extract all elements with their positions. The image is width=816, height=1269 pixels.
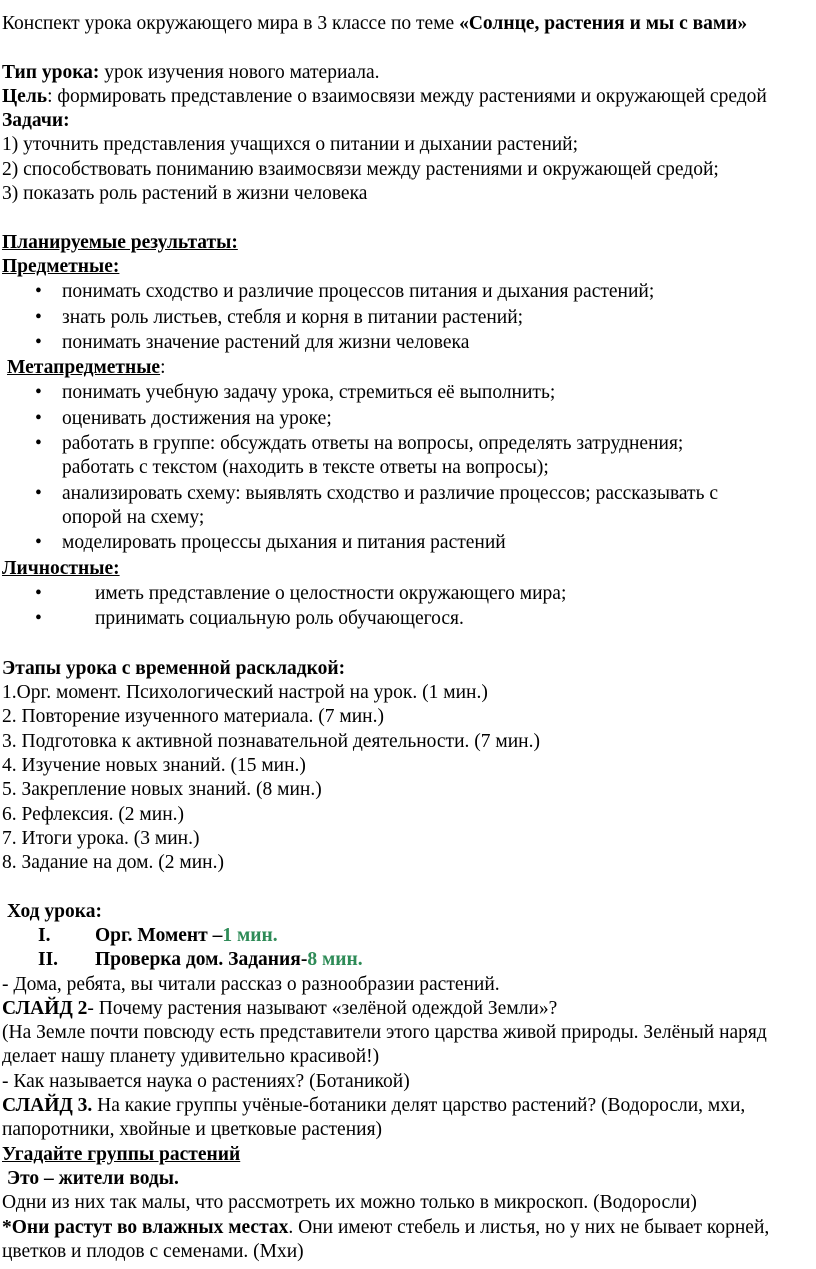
meta-colon: :: [160, 357, 166, 379]
goal-value: : формировать представление о взаимосвязи между растениями и окружающей средой: [47, 85, 767, 107]
bullet-icon: •: [35, 433, 42, 455]
slide-text: - Почему растения называют «зелёной одеждой Земли»?: [87, 997, 558, 1019]
bullet-icon: •: [35, 306, 42, 328]
step-number: I.: [38, 924, 51, 946]
stage-item: 2. Повторение изученного материала. (7 мин.): [2, 706, 384, 728]
stage-item: 4. Изучение новых знаний. (15 мин.): [2, 754, 306, 776]
title-text: Конспект урока окружающего мира в 3 классе по теме: [2, 13, 460, 34]
bullet-icon: •: [35, 331, 42, 353]
stage-item: 6. Рефлексия. (2 мин.): [2, 803, 185, 825]
course-heading: Ход урока:: [7, 900, 102, 922]
bullet-icon: •: [35, 382, 42, 404]
list-item-text: анализировать схему: выявлять сходство и различие процессов; рассказывать с опорой на схему;: [62, 482, 718, 528]
list-item: [2, 331, 816, 355]
course-step: [2, 948, 816, 972]
list-item-text: понимать сходство и различие процессов питания и дыхания растений;: [62, 281, 655, 303]
stage-item: 8. Задание на дом. (2 мин.): [2, 852, 224, 874]
step-title: Орг. Момент –: [95, 924, 223, 946]
slide-3: [2, 1094, 802, 1143]
paragraph: - Как называется наука о растениях? (Ботаникой): [2, 1070, 410, 1092]
guess-heading: Угадайте группы растений: [2, 1143, 241, 1165]
bullet-icon: •: [35, 407, 42, 429]
list-item-text: моделировать процессы дыхания и питания растений: [62, 532, 506, 554]
meta-results-heading: [2, 356, 816, 380]
bullet-icon: •: [35, 532, 42, 554]
list-item: [2, 280, 816, 304]
list-item: [2, 482, 752, 531]
task-item: 2) способствовать пониманию взаимосвязи между растениями и окружающей средой;: [2, 158, 719, 180]
step-time: 8 мин.: [307, 949, 363, 971]
meta-results-list: [2, 381, 752, 555]
list-item: [2, 381, 752, 405]
slide-label: СЛАЙД 2: [2, 997, 88, 1019]
bullet-icon: •: [35, 281, 42, 303]
riddle-label: *Они растут во влажных местах: [2, 1216, 289, 1238]
slide-label: СЛАЙД 3.: [2, 1095, 93, 1117]
document-title: [2, 12, 816, 36]
slide-text: На какие группы учёные-ботаники делят царство растений? (Водоросли, мхи, папоротники, хвойные и цветковые растения): [2, 1095, 746, 1141]
paragraph: - Дома, ребята, вы читали рассказ о разнообразии растений.: [2, 973, 500, 995]
list-item: [2, 582, 816, 606]
course-step: [2, 924, 816, 948]
stage-item: 7. Итоги урока. (3 мин.): [2, 827, 200, 849]
subject-results-heading: Предметные:: [2, 255, 120, 277]
list-item: [2, 607, 816, 631]
list-item-text: понимать учебную задачу урока, стремиться её выполнить;: [62, 382, 556, 404]
stage-item: 3. Подготовка к активной познавательной деятельности. (7 мин.): [2, 730, 540, 752]
lesson-goal: [2, 85, 772, 109]
title-topic: «Солнце, растения и мы с вами»: [459, 13, 748, 34]
list-item-text: знать роль листьев, стебля и корня в питании растений;: [62, 306, 524, 328]
goal-label: Цель: [2, 85, 48, 107]
stage-item: 5. Закрепление новых знаний. (8 мин.): [2, 779, 322, 801]
stages-heading: Этапы урока с временной раскладкой:: [2, 657, 346, 679]
list-item-text: работать в группе: обсуждать ответы на вопросы, определять затруднения; работать с текстом (находить в тексте ответы на вопросы);: [62, 433, 684, 479]
step-number: II.: [38, 949, 59, 971]
riddle-heading: Это – жители воды.: [2, 1167, 179, 1189]
task-item: 3) показать роль растений в жизни человека: [2, 183, 368, 205]
list-item-text: оценивать достижения на уроке;: [62, 407, 332, 429]
list-item: [2, 432, 752, 481]
list-item-text: иметь представление о целостности окружающего мира;: [95, 582, 567, 604]
bullet-icon: •: [35, 482, 42, 504]
riddle-moss: [2, 1216, 782, 1265]
paragraph: Одни из них так малы, что рассмотреть их можно только в микроскоп. (Водоросли): [2, 1192, 697, 1214]
personal-results-heading: Личностные:: [2, 557, 120, 579]
task-item: 1) уточнить представления учащихся о питании и дыхании растений;: [2, 134, 579, 156]
bullet-icon: •: [35, 582, 42, 604]
personal-results-list: [2, 582, 816, 632]
lesson-type-value: урок изучения нового материала.: [99, 61, 380, 83]
results-heading: Планируемые результаты:: [2, 231, 238, 253]
step-title: Проверка дом. Задания-: [95, 949, 308, 971]
stage-item: 1.Орг. момент. Психологический настрой на урок. (1 мин.): [2, 682, 488, 704]
list-item-text: принимать социальную роль обучающегося.: [95, 608, 464, 630]
step-time: 1 мин.: [222, 924, 278, 946]
lesson-type-label: Тип урока:: [2, 61, 100, 83]
riddle-text: . Они имеют стебель и листья, но у них не бывает корней, цветков и плодов с семенами. (Мхи): [2, 1216, 770, 1262]
list-item: [2, 407, 752, 431]
subject-results-list: [2, 280, 816, 355]
slide-2: [2, 997, 816, 1021]
bullet-icon: •: [35, 608, 42, 630]
list-item: [2, 306, 816, 330]
list-item: [2, 531, 752, 555]
meta-label: Метапредметные: [7, 357, 161, 379]
tasks-heading: Задачи:: [2, 110, 70, 132]
lesson-type: [2, 61, 816, 85]
paragraph: (На Земле почти повсюду есть представители этого царства живой природы. Зелёный наряд делает нашу планету удивительно красивой!): [2, 1022, 767, 1068]
list-item-text: понимать значение растений для жизни человека: [62, 331, 470, 353]
